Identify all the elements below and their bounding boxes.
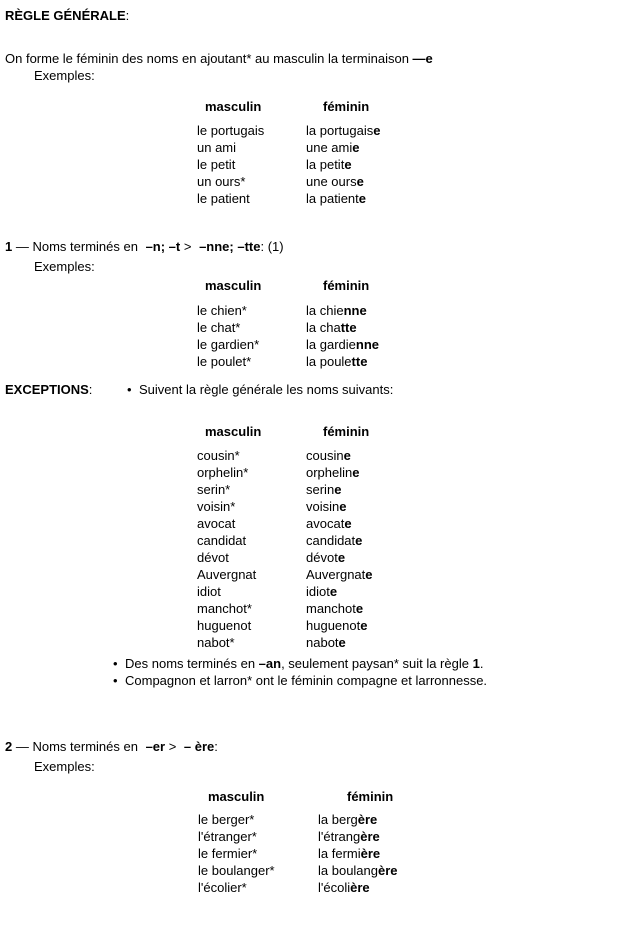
- table-row: [197, 600, 614, 617]
- section2-tail: :: [214, 739, 218, 754]
- table-row: [197, 139, 614, 156]
- note-an-t1: Des noms terminés en: [125, 656, 259, 671]
- section2-endings-fem: – ère: [183, 739, 215, 754]
- masculin-cell: candidat: [197, 533, 247, 548]
- table-row: [197, 532, 614, 549]
- general-rule-paragraph: [5, 50, 614, 67]
- feminin-ending: e: [343, 448, 351, 463]
- header-feminin: féminin: [323, 424, 370, 439]
- feminin-stem: cousin: [306, 448, 344, 463]
- page-title-colon: :: [125, 8, 130, 23]
- feminin-ending: ère: [350, 880, 370, 895]
- header-masculin: masculin: [205, 424, 262, 439]
- table-row: [197, 498, 614, 515]
- masculin-cell: le chien*: [197, 303, 247, 318]
- exceptions-heading: [5, 381, 614, 398]
- feminin-stem: huguenot: [306, 618, 361, 633]
- masculin-cell: le chat*: [197, 320, 241, 335]
- feminin-cell: [306, 583, 337, 600]
- table-body: [197, 122, 614, 207]
- feminin-stem: la portugais: [306, 123, 374, 138]
- feminin-stem: avocat: [306, 516, 345, 531]
- feminin-cell: [306, 566, 373, 583]
- feminin-stem: l'écoli: [318, 880, 351, 895]
- note-an-t3: .: [479, 656, 484, 671]
- feminin-cell: [318, 862, 398, 879]
- masculin-cell: un ami: [197, 140, 237, 155]
- feminin-stem: une ami: [306, 140, 353, 155]
- masculin-cell: dévot: [197, 550, 229, 565]
- feminin-ending: ère: [360, 846, 381, 861]
- feminin-ending: nne: [343, 303, 367, 318]
- header-masculin: masculin: [205, 99, 262, 114]
- table-body: [197, 302, 614, 370]
- feminin-ending: nne: [355, 337, 379, 352]
- rule-number: 2: [5, 739, 13, 754]
- page-title: [5, 7, 614, 24]
- feminin-stem: la fermi: [318, 846, 361, 861]
- section2-example-table: [5, 788, 614, 896]
- feminin-stem: dévot: [306, 550, 338, 565]
- feminin-cell: [306, 190, 366, 207]
- table-row: [197, 156, 614, 173]
- header-feminin: féminin: [323, 278, 370, 293]
- masculin-cell: voisin*: [197, 499, 236, 514]
- section1-tail: : (1): [260, 239, 284, 254]
- general-rule-ending: —e: [412, 51, 433, 66]
- feminin-stem: la petit: [306, 157, 345, 172]
- feminin-ending: e: [373, 123, 381, 138]
- feminin-stem: nabot: [306, 635, 339, 650]
- masculin-cell: orphelin*: [197, 465, 249, 480]
- table-row: [197, 481, 614, 498]
- table-row: [198, 845, 614, 862]
- section1-text: — Noms terminés en: [12, 239, 142, 254]
- table-row: [198, 828, 614, 845]
- section2-endings-masc: –er: [145, 739, 166, 754]
- masculin-cell: le patient: [197, 191, 250, 206]
- rule-number: 1: [5, 239, 13, 254]
- feminin-ending: e: [338, 635, 346, 650]
- table-body: [198, 811, 614, 896]
- feminin-ending: ère: [360, 829, 380, 844]
- feminin-stem: idiot: [306, 584, 330, 599]
- exceptions-label: [5, 381, 127, 398]
- feminin-cell: [306, 173, 364, 190]
- masculin-cell: idiot: [197, 584, 221, 599]
- feminin-stem: Auvergnat: [306, 567, 366, 582]
- bullet-icon: •: [113, 656, 118, 671]
- feminin-cell: [306, 634, 346, 651]
- feminin-ending: e: [352, 140, 360, 155]
- table-row: [198, 862, 614, 879]
- general-rule-text: On forme le féminin des noms en ajoutant* au masculin la terminaison: [5, 51, 413, 66]
- header-feminin: féminin: [323, 99, 370, 114]
- note-an: [113, 655, 614, 672]
- feminin-stem: la boulang: [318, 863, 378, 878]
- table-header-row: [205, 277, 614, 294]
- table-row: [197, 566, 614, 583]
- feminin-stem: la poule: [306, 354, 352, 369]
- table-row: [197, 336, 614, 353]
- feminin-ending: tte: [340, 320, 357, 335]
- section1-endings-fem: –nne; –tte: [199, 239, 261, 254]
- exceptions-label-text: EXCEPTIONS: [5, 382, 89, 397]
- masculin-cell: le gardien*: [197, 337, 260, 352]
- table-row: [197, 617, 614, 634]
- table-row: [198, 879, 614, 896]
- masculin-cell: le poulet*: [197, 354, 252, 369]
- table-header-row: [205, 98, 614, 115]
- feminin-ending: ère: [378, 863, 398, 878]
- feminin-cell: [318, 845, 380, 862]
- table-row: [197, 353, 614, 370]
- feminin-ending: e: [344, 157, 352, 172]
- note-an-t2: , seulement paysan* suit la règle: [281, 656, 473, 671]
- feminin-stem: la cha: [306, 320, 341, 335]
- masculin-cell: l'écolier*: [198, 880, 247, 895]
- feminin-cell: [318, 879, 370, 896]
- table-row: [197, 190, 614, 207]
- masculin-cell: le petit: [197, 157, 236, 172]
- feminin-ending: e: [356, 174, 364, 189]
- section2-text: — Noms terminés en: [12, 739, 142, 754]
- feminin-cell: [306, 156, 352, 173]
- table-row: [197, 549, 614, 566]
- feminin-ending: e: [339, 499, 347, 514]
- feminin-cell: [306, 515, 352, 532]
- feminin-stem: candidat: [306, 533, 356, 548]
- masculin-cell: le berger*: [198, 812, 255, 827]
- feminin-ending: e: [334, 482, 342, 497]
- note-an-ending: –an: [258, 656, 282, 671]
- feminin-ending: e: [329, 584, 338, 599]
- exemples-label: Exemples:: [34, 759, 95, 774]
- feminin-stem: la gardie: [306, 337, 356, 352]
- note-compagnon-text: Compagnon et larron* ont le féminin compagne et larronnesse.: [125, 673, 488, 688]
- feminin-ending: e: [358, 191, 366, 206]
- feminin-cell: [306, 532, 362, 549]
- feminin-ending: ère: [357, 812, 378, 827]
- exceptions-example-table: [5, 423, 614, 651]
- table-header-row: [205, 423, 614, 440]
- section2-heading: [5, 738, 614, 755]
- masculin-cell: nabot*: [197, 635, 235, 650]
- masculin-cell: manchot*: [197, 601, 252, 616]
- feminin-cell: [318, 828, 380, 845]
- page-title-text: RÈGLE GÉNÉRALE: [5, 8, 126, 23]
- masculin-cell: un ours*: [197, 174, 246, 189]
- table-row: [197, 583, 614, 600]
- feminin-cell: [306, 353, 367, 370]
- section1-heading: [5, 238, 614, 255]
- exceptions-text: Suivent la règle générale les noms suivants:: [139, 382, 394, 397]
- header-masculin: masculin: [208, 789, 265, 804]
- feminin-ending: e: [355, 533, 363, 548]
- table-header-row: [208, 788, 614, 805]
- feminin-cell: [306, 122, 380, 139]
- masculin-cell: huguenot: [197, 618, 252, 633]
- exemples-label: Exemples:: [34, 68, 95, 83]
- table-body: [197, 447, 614, 651]
- feminin-cell: [306, 302, 367, 319]
- table-row: [197, 173, 614, 190]
- feminin-stem: manchot: [306, 601, 356, 616]
- feminin-cell: [306, 447, 351, 464]
- header-masculin: masculin: [205, 278, 262, 293]
- feminin-ending: e: [352, 465, 360, 480]
- section1-endings-masc: –n; –t: [145, 239, 181, 254]
- table-row: [197, 447, 614, 464]
- feminin-cell: [306, 336, 379, 353]
- feminin-ending: e: [355, 601, 364, 616]
- masculin-cell: avocat: [197, 516, 236, 531]
- masculin-cell: cousin*: [197, 448, 240, 463]
- feminin-ending: e: [337, 550, 346, 565]
- header-feminin: féminin: [347, 789, 394, 804]
- table-row: [197, 464, 614, 481]
- feminin-cell: [306, 600, 363, 617]
- feminin-ending: e: [360, 618, 368, 633]
- feminin-cell: [318, 811, 377, 828]
- feminin-cell: [306, 549, 345, 566]
- section1-arrow: >: [180, 239, 196, 254]
- feminin-cell: [306, 617, 367, 634]
- feminin-ending: e: [344, 516, 352, 531]
- feminin-stem: la berg: [318, 812, 358, 827]
- feminin-ending: e: [365, 567, 373, 582]
- feminin-stem: la patient: [306, 191, 359, 206]
- feminin-cell: [306, 319, 357, 336]
- section1-example-table: [5, 277, 614, 370]
- masculin-cell: Auvergnat: [197, 567, 257, 582]
- table-row: [197, 302, 614, 319]
- feminin-cell: [306, 139, 359, 156]
- feminin-stem: voisin: [306, 499, 340, 514]
- table-row: [198, 811, 614, 828]
- masculin-cell: l'étranger*: [198, 829, 257, 844]
- masculin-cell: serin*: [197, 482, 231, 497]
- feminin-stem: l'étrang: [318, 829, 361, 844]
- bullet-icon: •: [113, 673, 118, 688]
- note-an-text: [125, 655, 483, 672]
- table-row: [197, 122, 614, 139]
- feminin-stem: serin: [306, 482, 335, 497]
- feminin-cell: [306, 481, 341, 498]
- general-example-table: [5, 98, 614, 207]
- note-an-rule-number: 1: [472, 656, 480, 671]
- section2-arrow: >: [165, 739, 180, 754]
- feminin-cell: [306, 464, 360, 481]
- masculin-cell: le boulanger*: [198, 863, 275, 878]
- note-compagnon: [113, 672, 614, 689]
- feminin-cell: [306, 498, 346, 515]
- table-row: [197, 319, 614, 336]
- exemples-label: Exemples:: [34, 259, 95, 274]
- feminin-stem: orphelin: [306, 465, 353, 480]
- feminin-stem: une ours: [306, 174, 357, 189]
- feminin-ending: tte: [351, 354, 368, 369]
- table-row: [197, 515, 614, 532]
- table-row: [197, 634, 614, 651]
- masculin-cell: le fermier*: [198, 846, 258, 861]
- feminin-stem: la chie: [306, 303, 344, 318]
- exceptions-label-colon: :: [88, 382, 93, 397]
- bullet-icon: •: [127, 382, 132, 397]
- masculin-cell: le portugais: [197, 123, 265, 138]
